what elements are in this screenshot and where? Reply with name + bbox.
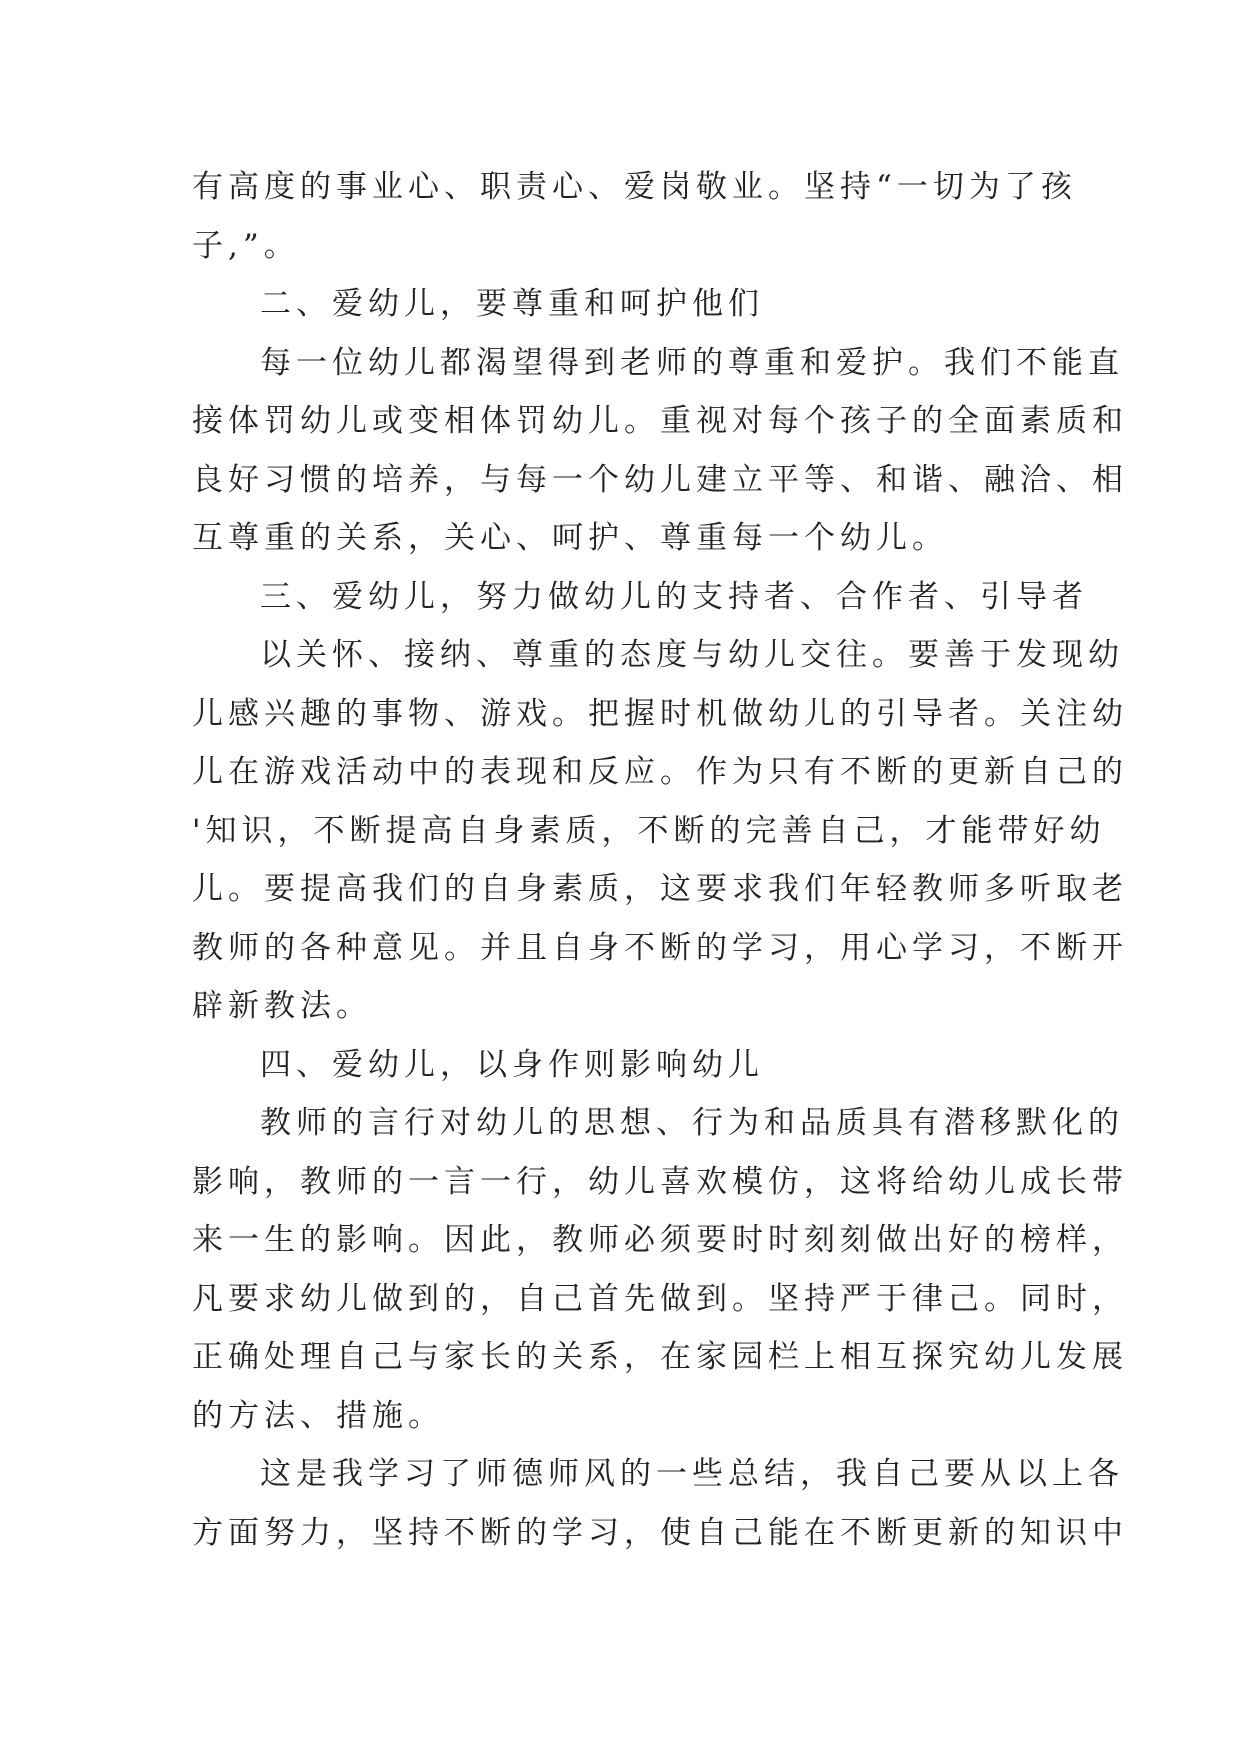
text-line: 以关怀、接纳、尊重的态度与幼儿交往。要善于发现幼 — [260, 637, 1124, 673]
text-line: 教师的言行对幼儿的思想、行为和品质具有潜移默化的 — [260, 1105, 1124, 1141]
text-line: 辟新教法。 — [192, 988, 372, 1024]
text-line: 凡要求幼儿做到的，自己首先做到。坚持严于律己。同时， — [192, 1280, 1128, 1317]
text-line: 每一位幼儿都渴望得到老师的尊重和爱护。我们不能直 — [260, 344, 1124, 381]
text-line: 接体罚幼儿或变相体罚幼儿。重视对每个孩子的全面素质和 — [192, 403, 1128, 439]
document-body — [192, 158, 1128, 1562]
text-line: 正确处理自己与家长的关系，在家园栏上相互探究幼儿发展 — [192, 1339, 1128, 1375]
text-line: 这是我学习了师德师风的一些总结，我自己要从以上各 — [260, 1456, 1124, 1492]
section-heading: 四、爱幼儿，以身作则影响幼儿 — [260, 1046, 764, 1083]
text-line: 影响，教师的一言一行，幼儿喜欢模仿，这将给幼儿成长带 — [192, 1163, 1128, 1200]
text-line: 互尊重的关系，关心、呵护、尊重每一个幼儿。 — [192, 520, 948, 556]
text-line: '知识，不断提高自身素质，不断的完善自己，才能带好幼 — [192, 812, 1106, 849]
text-line: 教师的各种意见。并且自身不断的学习，用心学习，不断开 — [192, 929, 1128, 966]
text-line: 儿感兴趣的事物、游戏。把握时机做幼儿的引导者。关注幼 — [192, 695, 1128, 732]
text-line: 儿在游戏活动中的表现和反应。作为只有不断的更新自己的 — [192, 754, 1128, 790]
section-heading: 二、爱幼儿，要尊重和呵护他们 — [260, 286, 764, 322]
text-line: 有高度的事业心、职责心、爱岗敬业。坚持“一切为了孩 — [192, 169, 1077, 205]
text-line: 子,”。 — [192, 227, 300, 264]
section-heading: 三、爱幼儿，努力做幼儿的支持者、合作者、引导者 — [260, 578, 1088, 615]
text-line: 的方法、措施。 — [192, 1397, 444, 1434]
text-line: 良好习惯的培养，与每一个幼儿建立平等、和谐、融洽、相 — [192, 461, 1128, 498]
text-line: 方面努力，坚持不断的学习，使自己能在不断更新的知识中 — [192, 1514, 1128, 1551]
text-line: 儿。要提高我们的自身素质，这要求我们年轻教师多听取老 — [192, 871, 1128, 907]
text-line: 来一生的影响。因此，教师必须要时时刻刻做出好的榜样， — [192, 1222, 1128, 1258]
